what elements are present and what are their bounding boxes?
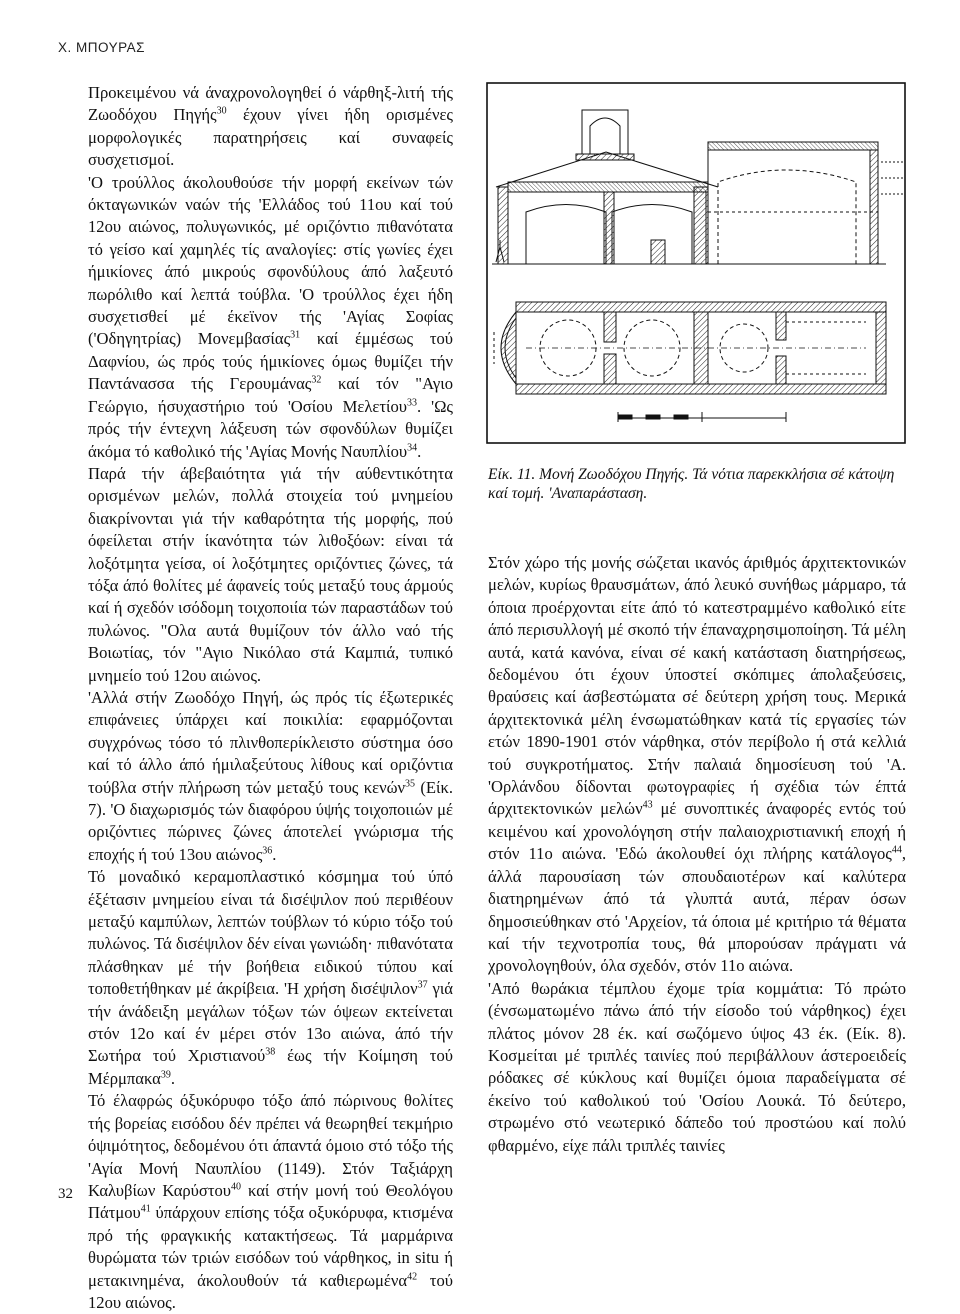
plan-drawing [494,302,886,394]
paragraph-text: Τό μοναδικό κεραμοπλαστικό κόσμημα τού ύπό έξέτασιν μνημείου είναι τά δισέψιλον πού περιθέουν μεταξύ καμπύλων, λεπτών τούβλων τό κύριο τόξο τού πυλώνος. Τά δισέψιλον δέν είναι γωνιώδη· πιθανότατα πλάσθηκαν μέ τήν βοήθεια ειδικού τύπου καί τοποθετήθηκαν μέ άκρίβεια. 'Η χρήση δισέψιλον [88,867,453,999]
paragraph-text: μέ συνοπτικές άναφορές εντός τού κειμένου καί χρονολόγηση στήν παλαιοχριστιανική εποχή ή στόν 11ο αιώνα. 'Εδώ άκολουθεί όχι πλήρης κατάλογος [488,799,906,864]
paragraph-text: 'Αλλά στήν Ζωοδόχο Πηγή, ώς πρός τίς έξωτερικές επιφάνειες ύπάρχει καί ποικιλία: εφαρμόζονται συγχρόνως τόσο τό πλινθοπερίκλειστο σύστημα όσο καί τό άλλο άπό ήμιλαξεύτους λίθους καί οριζόντια τούβλα στήν πλήρωση τών μεταξύ τους κενών [88,687,453,797]
paragraph-text: . [170,1068,176,1088]
paragraph-text: έχουν γίνει ήδη ορισμένες μορφολογικές παρατηρήσεις καί συναφείς συσχετισμοί. [88,105,453,170]
paragraph-text: καί τόν "Αγιο Γεώργιο, ήσυχαστήριο τού 'Οσίου Μελετίου [88,374,454,416]
footnote-ref: 31 [290,329,301,341]
paragraph [88,172,453,463]
footnote-ref: 41 [140,1203,151,1215]
paragraph-text: , άλλά παρουσίαση τών σπουδαιοτέρων καί καλύτερα διατηρημένων άπό τά γλυπτά αυτά, πέραν όσων δημοσιεύθηκαν στό 'Αρχείον, τά όποια μέ κριτήριο τά θέματα καί τήν τεχνοτροπία τους, θά μπορούσαν πράγματι νά χρονολογηθούν, όλα σχεδόν, στόν 11ο αιώνα. [488,844,906,976]
paragraph-text: Τό έλαφρώς όξυκόρυφο τόξο άπό πώρινους θολίτες τής βορείας εισόδου δέν πρέπει νά θεωρηθεί τεκμήριο όψιμότητος, δεδομένου ότι άπαντά όμοιο στό τόξο τής 'Αγία Μονή Ναυπλίου (1149). Στόν Ταξιάρχη Καλυβίων Καρύστου [88,1091,453,1200]
paragraph-text: (Είκ. 7). 'Ο διαχωρισμός τών διαφόρου ύψής τοιχοποιιών μέ οριζόντιες πώρινες ζώνες άποτελεί γνώρισμα τής εποχής ή τού 13ου αιώνος [88,777,453,864]
architectural-drawing [486,82,906,444]
footnote-ref: 34 [407,441,418,453]
paragraph-text: ύπάρχουν επίσης τόξα οξυκόρυφα, κτισμένα πρό τής φραγκικής κατακτήσεως. Τά μαρμάρινα θυρώματα τών τριών εισόδων τού νάρθηκος, in situ ή μετακινημένα, άκολουθούν τά καθιερωμένα [88,1203,453,1290]
footnote-ref: 33 [407,397,418,409]
paragraph [88,1090,453,1314]
footnote-ref: 40 [231,1181,242,1193]
paragraph [88,82,453,172]
right-column [488,552,906,1157]
running-head: Χ. ΜΠΟΥΡΑΣ [58,40,145,55]
footnote-ref: 38 [265,1046,276,1058]
paragraph-text: καί έμμέσως τού Δαφνίου, ώς πρός τούς ήμικίονες όμως θυμίζει τήν Παντάνασσα τής Γερουμάνας [88,329,453,394]
paragraph-text: έως τήν Κοίμηση τού Μέρμπακα [88,1046,453,1088]
paragraph-text: καί στήν μονή τού Θεολόγου Πάτμου [88,1180,454,1223]
figure-plan-section [486,82,906,444]
paragraph-text: . 'Ως πρός τήν έντεχνη λάξευση τών σφονδύλων θυμίζει άκόμα τό καθολικό τής 'Αγίας Μονής Ναυπλίου [88,396,453,461]
caption-text: Μονή Ζωοδόχου Πηγής. Τά νότια παρεκκλήσια σέ κάτοψη καί τομή. 'Αναπαράσταση. [488,466,895,502]
paragraph-text: Στόν χώρο τής μονής σώζεται ικανός άριθμός άρχιτεκτονικών μελών, κυρίως θραυσμάτων, άπό λευκό συνήθως μάρμαρο, τά όποια προέρχονται είτε άπό τό κατεστραμμένο καθολικό είτε άπό περισυλλογή μέ σκοπό τήν έπαναχρησιμοποίηση. Τά μέλη αυτά, κατά κανόνα, είναι σέ κακή κατάσταση διατηρήσεως, δεδομένου ότι έχουν ύποστεί σκόπιμες άπολαξεύσεις, θραύσεις καί άσβεστώματα σέ δεύτερη χρήση τους. Μερικά άρχιτεκτονικά μέλη ένσωματώθηκαν κατά τίς εργασίες τών ετών 1890-1901 στόν νάρθηκα, στόν περίβολο ή στά κελλιά τού συγκροτήματος. Στήν παλαιά δημοσίευση τού 'Α. 'Ορλάνδου δίδονται φωτογραφίες ή σχέδια τών έπτά άρχιτεκτονικών μελών [488,553,906,819]
paragraph-text: . [417,441,422,461]
page-number: 32 [58,1186,73,1202]
paragraph [88,463,453,687]
caption-label: Είκ. 11. [488,466,536,483]
paragraph [488,552,906,978]
paragraph-text: Προκειμένου νά άναχρονολογηθεί ό νάρθηξ-λιτή τής Ζωοδόχου Πηγής [88,83,453,125]
paragraph-text: τού 12ου αιώνος. [88,1270,453,1312]
footnote-ref: 35 [405,778,415,790]
footnote-ref: 32 [311,374,322,386]
paragraph [88,866,453,1090]
section-drawing [492,110,904,264]
paragraph-text: Παρά τήν άβεβαιότητα γιά τήν αύθεντικότητα ορισμένων μελών, πολλά στοιχεία τού μνημείου διακρίνονται γιά τήν καθαρότητα τής μορφής, πού όφείλεται στήν ίκανότητα τών λιθοξόων: είναι τά λοξότμητα γείσα, οί λοξότμητες οριζόντιες ζώνες, τά τόξα άπό θολίτες μέ άφανείς τούς μεταξύ τους άρμούς καί ή σχεδόν ισόδομη τοιχοποιία τών παραστάδων τού πυλώνος. "Ολα αυτά θυμίζουν τόν άλλο ναό τής Βοιωτίας, τόν "Αγιο Νικόλαο στά Καμπιά, τυπικό μνημείο τού 12ου αιώνος. [88,463,453,685]
footnote-ref: 39 [160,1069,171,1081]
paragraph [88,687,453,866]
footnote-ref: 44 [891,844,902,856]
paragraph-text: 'Ο τρούλλος άκολουθούσε τήν μορφή εκείνων τών όκταγωνικών ναών τής 'Ελλάδος τού 11ου καί τού 12ου αιώνος, πολυγωνικός, μέ οριζόντιο πιθανότατα τό γείσο καί χαμηλές τίς αναλογίες: στίς γωνίες έχει ήμικίονες άπό μικρούς σφονδύλους άπό λαξευτό πωρόλιθο καί λεπτά τούβλα. 'Ο τρούλλος έχει ήδη συσχετισθεί μέ έκεϊνον τής 'Αγίας Σοφίας ('Οδηγητρίας) Μονεμβασίας [88,172,453,349]
paragraph-text: . [272,844,277,864]
figure-caption [488,465,906,503]
footnote-ref: 36 [262,845,273,857]
paragraph-text: γιά τήν άνάδειξη μεγάλων τόξων τών όψεων εκτείνεται στόν 12ο καί έν μέρει στόν 13ο αιώνα, άπό τήν Σωτήρα τού Χριστιανού [88,979,453,1066]
left-column [88,82,453,1314]
footnote-ref: 42 [407,1271,418,1282]
paragraph [488,978,906,1157]
paragraph-text: 'Από θωράκια τέμπλου έχομε τρία κομμάτια: Τό πρώτο (ένσωματωμένο πάνω άπό τήν είσοδο τού νάρθηκος) έχει πλάτος μόνον 28 έκ. καί σωζόμενο ύψος 43 έκ. (Είκ. 8). Κοσμείται μέ τριπλές ταινίες πού περιβάλλουν άστεροειδείς ρόδακες σέ κύκλους καί θυμίζει όμοια παραδείγματα σέ έκείνο τού καθολικού τού 'Οσίου Λουκά. Τό δεύτερο, στρωμένο στό νεωτερικό δάπεδο τού προστώου καί πολύ φθαρμένο, είχε πάλι τριπλές ταινίες [488,978,906,1155]
footnote-ref: 37 [417,979,428,991]
footnote-ref: 43 [642,799,653,811]
footnote-ref: 30 [216,105,227,117]
scale-bar [618,412,786,422]
